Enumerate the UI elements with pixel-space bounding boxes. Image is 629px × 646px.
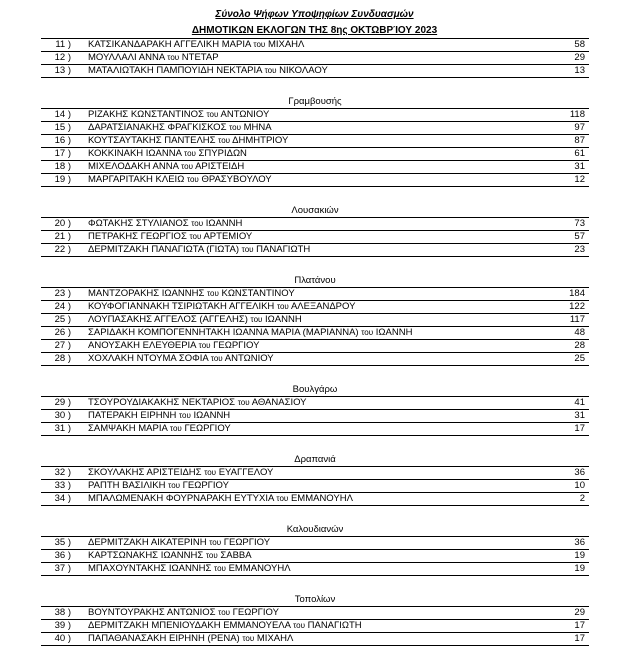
- table-row: [41, 537, 589, 550]
- father-name: ΚΩΝΣΤΑΝΤΙΝΟΥ: [221, 288, 295, 299]
- candidate-full-name: [88, 563, 291, 575]
- father-name: ΘΡΑΣΥΒΟΥΛΟΥ: [201, 174, 272, 185]
- table-row: [41, 244, 589, 257]
- table-row: [41, 327, 589, 340]
- section: [41, 204, 589, 257]
- candidate-full-name: [88, 122, 272, 134]
- table-row: [41, 314, 589, 327]
- row-number: 22 ): [54, 244, 71, 255]
- candidate-full-name: [88, 467, 273, 479]
- candidate-name: ΔΑΡΑΤΣΙΑΝΑΚΗΣ ΦΡΑΓΚΙΣΚΟΣ: [88, 122, 227, 133]
- vote-count: 2: [579, 493, 585, 504]
- father-name: ΔΗΜΗΤΡΙΟΥ: [232, 135, 289, 146]
- candidate-name: ΦΩΤΑΚΗΣ ΣΤΥΛΙΑΝΟΣ: [88, 218, 189, 229]
- table-row: [41, 65, 589, 78]
- father-name: ΓΕΩΡΓΙΟΥ: [213, 340, 260, 351]
- section: [41, 523, 589, 576]
- father-name: ΑΡΤΕΜΙΟΥ: [203, 231, 253, 242]
- row-number: 39 ): [54, 620, 71, 631]
- candidate-full-name: [88, 231, 252, 243]
- vote-count: 10: [574, 480, 585, 491]
- section-rows: [41, 396, 589, 436]
- table-row: [41, 288, 589, 301]
- row-number: 40 ): [54, 633, 71, 644]
- vote-count: 12: [574, 174, 585, 185]
- row-number: 21 ): [54, 231, 71, 242]
- table-row: [41, 161, 589, 174]
- row-number: 17 ): [54, 148, 71, 159]
- section-heading: Δραπανιά: [294, 454, 336, 465]
- father-name: ΕΥΑΓΓΕΛΟΥ: [218, 467, 274, 478]
- vote-count: 36: [574, 467, 585, 478]
- row-number: 33 ): [54, 480, 71, 491]
- section: [41, 593, 589, 646]
- row-number: 18 ): [54, 161, 71, 172]
- candidate-full-name: [88, 135, 288, 147]
- candidate-full-name: [88, 109, 269, 121]
- row-number: 23 ): [54, 288, 71, 299]
- father-prefix: του: [214, 564, 226, 573]
- father-name: ΣΑΒΒΑ: [220, 550, 252, 561]
- father-name: ΙΩΑΝΝΗ: [375, 327, 413, 338]
- father-prefix: του: [229, 123, 241, 132]
- table-row: [41, 620, 589, 633]
- vote-count: 17: [574, 633, 585, 644]
- candidate-name: ΡΑΠΤΗ ΒΑΣΙΛΙΚΗ: [88, 480, 166, 491]
- row-number: 30 ): [54, 410, 71, 421]
- table-row: [41, 52, 589, 65]
- row-number: 27 ): [54, 340, 71, 351]
- table-row: [41, 607, 589, 620]
- father-prefix: του: [178, 411, 191, 420]
- candidate-full-name: [88, 65, 328, 77]
- document-subtitle: ΔΗΜΟΤΙΚΩΝ ΕΚΛΟΓΩΝ ΤΗΣ 8ης ΟΚΤΩΒΡΊΟΥ 2023: [191, 25, 438, 36]
- vote-count: 57: [574, 231, 585, 242]
- table-row: [41, 633, 589, 646]
- father-prefix: του: [191, 219, 204, 228]
- father-prefix: του: [242, 634, 255, 643]
- section-heading: Βουλγάρω: [292, 384, 338, 395]
- vote-count: 17: [574, 620, 585, 631]
- father-prefix: του: [293, 621, 305, 630]
- father-name: ΓΕΩΡΓΙΟΥ: [223, 537, 271, 548]
- candidate-name: ΜΟΥΛΛΑΛΙ ΑΝΝΑ: [88, 52, 165, 63]
- table-row: [41, 231, 589, 244]
- father-name: ΓΕΩΡΓΙΟΥ: [182, 480, 229, 491]
- candidate-name: ΒΟΥΝΤΟΥΡΑΚΗΣ ΑΝΤΩΝΙΟΣ: [88, 607, 216, 618]
- candidate-name: ΣΑΡΙΔΑΚΗ ΚΟΜΠΟΓΕΝΝΗΤΑΚΗ ΙΩΑΝΝΑ ΜΑΡΙΑ (ΜΑΡΙΑΝΝΑ): [88, 327, 359, 338]
- father-prefix: του: [205, 551, 218, 560]
- vote-count: 87: [574, 135, 585, 146]
- row-number: 25 ): [54, 314, 71, 325]
- vote-count: 118: [569, 109, 585, 120]
- table-row: [41, 353, 589, 366]
- candidate-name: ΛΟΥΠΑΣΑΚΗΣ ΑΓΓΕΛΟΣ (ΑΓΓΕΛΗΣ): [88, 314, 248, 325]
- row-number: 35 ): [54, 537, 71, 548]
- candidate-full-name: [88, 218, 242, 230]
- candidate-full-name: [88, 301, 355, 313]
- table-row: [41, 174, 589, 187]
- vote-count: 13: [574, 65, 585, 76]
- father-prefix: του: [218, 608, 231, 617]
- candidate-name: ΜΑΤΑΛΙΩΤΑΚΗ ΠΑΜΠΟΥΙΔΗ ΝΕΚΤΑΡΙΑ: [88, 65, 262, 76]
- candidate-full-name: [88, 633, 293, 645]
- section-heading: Πλατάνου: [294, 275, 336, 286]
- father-prefix: του: [237, 398, 250, 407]
- candidate-name: ΔΕΡΜΙΤΖΑΚΗ ΜΠΕΝΙΟΥΔΑΚΗ ΕΜΜΑΝΟΥΕΛΑ: [88, 620, 291, 631]
- row-number: 26 ): [54, 327, 71, 338]
- father-name: ΕΜΜΑΝΟΥΗΛ: [290, 493, 353, 504]
- results-table: [41, 38, 589, 646]
- document-title: Σύνολο Ψήφων Υποψηφίων Συνδυασμών: [215, 9, 414, 20]
- father-prefix: του: [181, 162, 193, 171]
- father-prefix: του: [361, 328, 374, 337]
- father-name: ΝΙΚΟΛΑΟΥ: [279, 65, 328, 76]
- candidate-full-name: [88, 52, 219, 64]
- vote-count: 36: [574, 537, 585, 548]
- vote-count: 29: [574, 52, 585, 63]
- vote-count: 23: [574, 244, 585, 255]
- vote-count: 41: [574, 397, 585, 408]
- father-name: ΜΙΧΑΗΛ: [267, 39, 305, 50]
- candidate-name: ΠΕΤΡΑΚΗΣ ΓΕΩΡΓΙΟΣ: [88, 231, 187, 242]
- candidate-name: ΚΟΥΦΟΓΙΑΝΝΑΚΗ ΤΣΙΡΙΩΤΑΚΗ ΑΓΓΕΛΙΚΗ: [88, 301, 275, 312]
- father-name: ΑΝΤΩΝΙΟΥ: [220, 109, 270, 120]
- table-row: [41, 480, 589, 493]
- father-prefix: του: [276, 494, 289, 503]
- father-name: ΓΕΩΡΓΙΟΥ: [184, 423, 231, 434]
- father-name: ΑΝΤΩΝΙΟΥ: [224, 353, 274, 364]
- row-number: 11 ): [55, 39, 71, 50]
- father-prefix: του: [241, 245, 254, 254]
- table-row: [41, 423, 589, 436]
- candidate-name: ΚΑΤΣΙΚΑΝΔΑΡΑΚΗ ΑΓΓΕΛΙΚΗ ΜΑΡΙΑ: [88, 39, 251, 50]
- candidate-name: ΠΑΠΑΘΑΝΑΣΑΚΗ ΕΙΡΗΝΗ (ΡΕΝΑ): [88, 633, 240, 644]
- father-prefix: του: [184, 149, 196, 158]
- vote-count: 48: [574, 327, 585, 338]
- father-name: ΙΩΑΝΝΗ: [193, 410, 231, 421]
- table-row: [41, 135, 589, 148]
- row-number: 31 ): [54, 423, 71, 434]
- section-heading: Τοπολίων: [294, 594, 336, 605]
- father-prefix: του: [206, 289, 219, 298]
- candidate-name: ΡΙΖΑΚΗΣ ΚΩΝΣΤΑΝΤΙΝΟΣ: [88, 109, 204, 120]
- candidate-name: ΜΙΧΕΛΟΔΑΚΗ ΑΝΝΑ: [88, 161, 179, 172]
- father-name: ΝΤΕΤΑΡ: [181, 52, 219, 63]
- candidate-name: ΜΑΝΤΖΟΡΑΚΗΣ ΙΩΑΝΝΗΣ: [88, 288, 205, 299]
- candidate-name: ΚΟΚΚΙΝΑΚΗ ΙΩΑΝΝΑ: [88, 148, 182, 159]
- father-prefix: του: [206, 110, 219, 119]
- vote-count: 28: [574, 340, 585, 351]
- father-name: ΣΠΥΡΙΔΩΝ: [198, 148, 247, 159]
- candidate-name: ΣΚΟΥΛΑΚΗΣ ΑΡΙΣΤΕΙΔΗΣ: [88, 467, 202, 478]
- section-rows: [41, 38, 589, 78]
- candidate-full-name: [88, 620, 362, 632]
- father-name: ΠΑΝΑΓΙΩΤΗ: [256, 244, 311, 255]
- candidate-full-name: [88, 148, 247, 160]
- section: [41, 95, 589, 187]
- section: [41, 38, 589, 78]
- vote-count: 29: [574, 607, 585, 618]
- father-prefix: του: [189, 232, 202, 241]
- candidate-full-name: [88, 410, 230, 422]
- section-rows: [41, 466, 589, 506]
- table-row: [41, 467, 589, 480]
- candidate-name: ΧΟΧΛΑΚΗ ΝΤΟΥΜΑ ΣΟΦΙΑ: [88, 353, 209, 364]
- father-name: ΑΘΑΝΑΣΙΟΥ: [251, 397, 307, 408]
- table-row: [41, 397, 589, 410]
- father-prefix: του: [169, 424, 182, 433]
- candidate-name: ΜΠΑΛΩΜΕΝΑΚΗ ΦΟΥΡΝΑΡΑΚΗ ΕΥΤΥΧΙΑ: [88, 493, 274, 504]
- section-rows: [41, 108, 589, 187]
- row-number: 24 ): [54, 301, 71, 312]
- vote-count: 25: [574, 353, 585, 364]
- table-row: [41, 109, 589, 122]
- row-number: 38 ): [54, 607, 71, 618]
- candidate-name: ΤΣΟΥΡΟΥΔΙΑΚΑΚΗΣ ΝΕΚΤΑΡΙΟΣ: [88, 397, 236, 408]
- vote-count: 19: [574, 563, 585, 574]
- father-prefix: του: [210, 354, 223, 363]
- row-number: 19 ): [54, 174, 71, 185]
- table-row: [41, 550, 589, 563]
- candidate-full-name: [88, 39, 304, 51]
- candidate-full-name: [88, 244, 310, 256]
- table-row: [41, 301, 589, 314]
- candidate-name: ΚΟΥΤΣΑΥΤΑΚΗΣ ΠΑΝΤΕΛΗΣ: [88, 135, 216, 146]
- row-number: 14 ): [54, 109, 71, 120]
- row-number: 12 ): [54, 52, 71, 63]
- section-rows: [41, 287, 589, 366]
- candidate-name: ΣΑΜΨΑΚΗ ΜΑΡΙΑ: [88, 423, 168, 434]
- father-prefix: του: [167, 53, 180, 62]
- father-prefix: του: [198, 341, 211, 350]
- father-prefix: του: [264, 66, 277, 75]
- candidate-full-name: [88, 174, 272, 186]
- father-prefix: του: [186, 175, 199, 184]
- section-rows: [41, 606, 589, 646]
- section-heading: Λουσακιών: [291, 205, 339, 216]
- table-row: [41, 122, 589, 135]
- row-number: 16 ): [54, 135, 71, 146]
- vote-count: 117: [569, 314, 585, 325]
- section: [41, 274, 589, 366]
- candidate-full-name: [88, 288, 295, 300]
- candidate-name: ΚΑΡΤΣΩΝΑΚΗΣ ΙΩΑΝΝΗΣ: [88, 550, 204, 561]
- candidate-full-name: [88, 537, 270, 549]
- vote-count: 97: [574, 122, 585, 133]
- table-row: [41, 148, 589, 161]
- candidate-full-name: [88, 493, 353, 505]
- candidate-full-name: [88, 340, 259, 352]
- vote-count: 31: [574, 410, 585, 421]
- vote-count: 58: [574, 39, 585, 50]
- table-row: [41, 218, 589, 231]
- section-rows: [41, 217, 589, 257]
- candidate-name: ΜΠΑΧΟΥΝΤΑΚΗΣ ΙΩΑΝΝΗΣ: [88, 563, 212, 574]
- candidate-full-name: [88, 423, 231, 435]
- candidate-full-name: [88, 397, 307, 409]
- vote-count: 61: [574, 148, 585, 159]
- candidate-full-name: [88, 327, 412, 339]
- father-name: ΙΩΑΝΝΗ: [205, 218, 243, 229]
- section-rows: [41, 536, 589, 576]
- father-prefix: του: [209, 538, 222, 547]
- father-name: ΠΑΝΑΓΙΩΤΗ: [307, 620, 362, 631]
- father-prefix: του: [253, 40, 266, 49]
- row-number: 20 ): [54, 218, 71, 229]
- father-prefix: του: [250, 315, 263, 324]
- vote-count: 17: [574, 423, 585, 434]
- father-name: ΑΡΙΣΤΕΙΔΗ: [195, 161, 245, 172]
- vote-count: 122: [569, 301, 585, 312]
- row-number: 13 ): [54, 65, 71, 76]
- father-name: ΜΙΧΑΗΛ: [256, 633, 294, 644]
- candidate-full-name: [88, 161, 244, 173]
- vote-count: 19: [574, 550, 585, 561]
- row-number: 32 ): [54, 467, 71, 478]
- row-number: 37 ): [54, 563, 71, 574]
- candidate-full-name: [88, 480, 229, 492]
- row-number: 29 ): [54, 397, 71, 408]
- vote-count: 73: [574, 218, 585, 229]
- table-row: [41, 410, 589, 423]
- table-row: [41, 340, 589, 353]
- candidate-name: ΠΑΤΕΡΑΚΗ ΕΙΡΗΝΗ: [88, 410, 177, 421]
- father-prefix: του: [204, 468, 217, 477]
- father-name: ΓΕΩΡΓΙΟΥ: [232, 607, 279, 618]
- father-name: ΕΜΜΑΝΟΥΗΛ: [228, 563, 291, 574]
- table-row: [41, 563, 589, 576]
- candidate-full-name: [88, 550, 252, 562]
- table-row: [41, 493, 589, 506]
- candidate-name: ΔΕΡΜΙΤΖΑΚΗ ΠΑΝΑΓΙΩΤΑ (ΓΙΩΤΑ): [88, 244, 240, 255]
- section: [41, 383, 589, 436]
- section: [41, 453, 589, 506]
- father-prefix: του: [218, 136, 231, 145]
- father-name: ΜΗΝΑ: [243, 122, 272, 133]
- row-number: 36 ): [54, 550, 71, 561]
- table-row: [41, 39, 589, 52]
- candidate-name: ΜΑΡΓΑΡΙΤΑΚΗ ΚΛΕΙΩ: [88, 174, 185, 185]
- vote-count: 184: [569, 288, 585, 299]
- father-name: ΑΛΕΞΑΝΔΡΟΥ: [290, 301, 356, 312]
- candidate-name: ΔΕΡΜΙΤΖΑΚΗ ΑΙΚΑΤΕΡΙΝΗ: [88, 537, 207, 548]
- father-name: ΙΩΑΝΝΗ: [265, 314, 302, 325]
- candidate-full-name: [88, 607, 279, 619]
- row-number: 34 ): [54, 493, 71, 504]
- section-heading: Γραμβουσής: [288, 96, 342, 107]
- father-prefix: του: [276, 302, 289, 311]
- candidate-full-name: [88, 314, 302, 326]
- row-number: 15 ): [54, 122, 71, 133]
- section-heading: Καλουδιανών: [286, 524, 344, 535]
- vote-count: 31: [574, 161, 585, 172]
- candidate-full-name: [88, 353, 274, 365]
- father-prefix: του: [168, 481, 181, 490]
- candidate-name: ΑΝΟΥΣΑΚΗ ΕΛΕΥΘΕΡΙΑ: [88, 340, 196, 351]
- row-number: 28 ): [54, 353, 71, 364]
